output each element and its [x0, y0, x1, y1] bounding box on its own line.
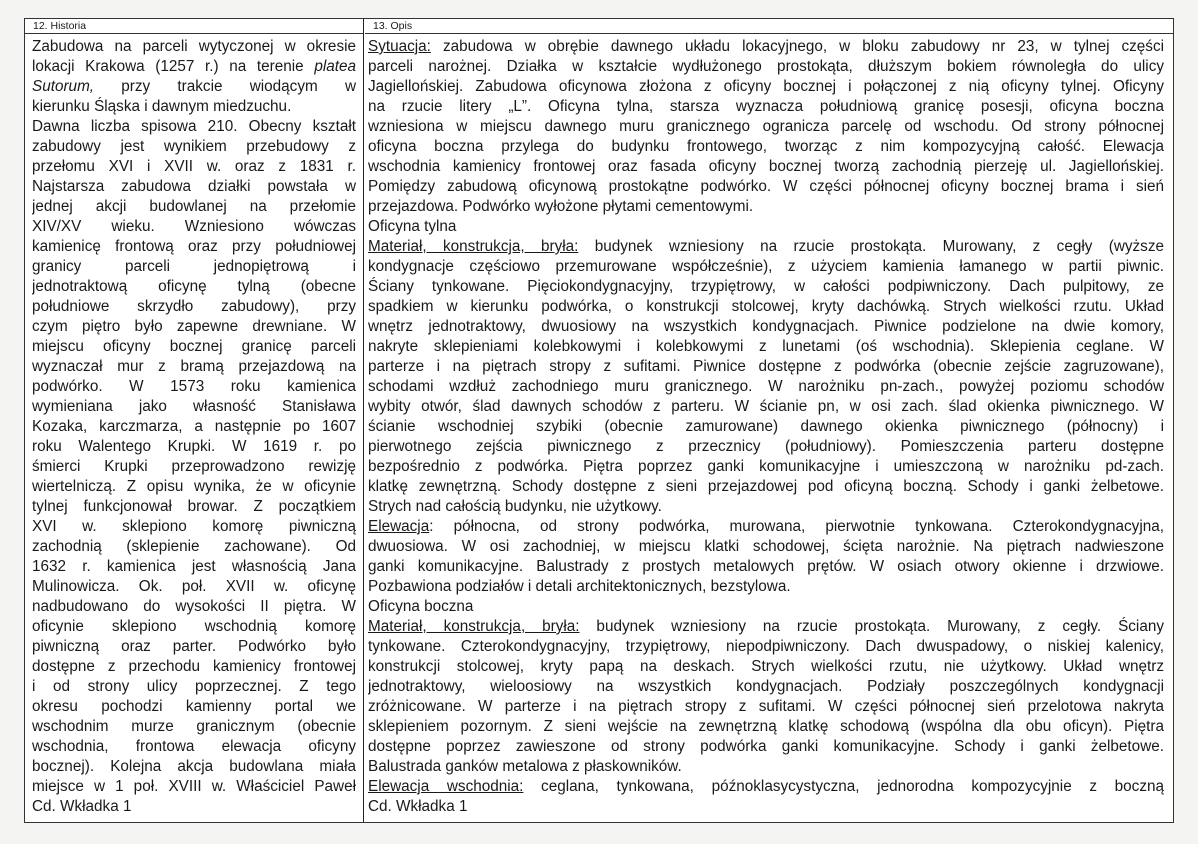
- text-run: dwuosiowa. W osi zachodniej, w miejscu klatki schodowej, ścięta narożnie. Na piętrach nadwieszone: [368, 538, 1164, 555]
- italic-term: platea: [314, 58, 356, 75]
- text-run: wschodnia kamienicy frontowej oraz fasada oficyny bocznej tworzą zachodnią pierzeję ul. Jagiellońskiej.: [368, 158, 1164, 175]
- text-run: Strych nad całością budynku, nie użytkowy.: [368, 498, 662, 515]
- text-run: Cd. Wkładka 1: [368, 798, 468, 815]
- description-line: [368, 777, 1164, 797]
- text-run: południowe skrzydło zabudowy), przy: [32, 298, 356, 315]
- text-run: wymieniana jako własność Stanisława: [32, 398, 356, 415]
- history-line: [32, 137, 356, 157]
- text-run: dostępne poprzez zawieszone od strony podwórka ganki komunikacyjne. Schody i ganki żelbetowe.: [368, 738, 1164, 755]
- text-run: kondygnacje częściowo przemurowane współcześnie), z użyciem kamienia łamanego w partii piwnic.: [368, 258, 1164, 275]
- text-run: ceglana, tynkowana, późnoklasycystyczna, jednorodna kompozycyjnie z boczną: [523, 778, 1164, 795]
- text-run: spadkiem w kierunku podwórka, o konstrukcji stolcowej, kryty dachówką. Strych wielkości rzutu. Układ: [368, 298, 1164, 315]
- history-column: [25, 19, 364, 822]
- history-line: [32, 297, 356, 317]
- text-run: pierwotnego zejścia piwnicznego z przecznicy (południowy). Pomieszczenia parteru dostępne: [368, 438, 1164, 455]
- section-label: Materiał, konstrukcja, bryła:: [368, 618, 580, 635]
- description-line: [368, 417, 1164, 437]
- history-line: [32, 257, 356, 277]
- history-line: [32, 597, 356, 617]
- description-line: [368, 437, 1164, 457]
- history-line: [32, 437, 356, 457]
- history-line: [32, 777, 356, 797]
- description-line: [368, 497, 1164, 517]
- text-run: budynek wzniesiony na rzucie prostokąta. Murowany, z cegły. Ściany: [579, 618, 1164, 635]
- description-line: [368, 277, 1164, 297]
- text-run: oficyna boczna przylega do budynku frontowego, tworząc z nim kompozycyjną całość. Elewacja: [368, 138, 1164, 155]
- text-run: Balustrada ganków metalowa z płaskowników.: [368, 758, 682, 775]
- text-run: nadbudowano do wysokości II piętra. W: [32, 598, 356, 615]
- description-line: [368, 37, 1164, 57]
- text-run: jednotraktową oficynę tylną (obecne: [32, 278, 356, 295]
- description-line: [368, 577, 1164, 597]
- description-line: [368, 677, 1164, 697]
- section-label: Elewacja wschodnia:: [368, 778, 524, 795]
- text-run: Oficyna boczna: [368, 598, 474, 615]
- text-run: wzniesiona w miejscu dawnego muru granicznego ogranicza parcelę od wschodu. Od strony północnej: [368, 118, 1164, 135]
- text-run: piwniczną oraz parter. Podwórko było: [32, 638, 356, 655]
- history-line: [32, 657, 356, 677]
- history-line: [32, 237, 356, 257]
- section-label: Elewacja: [368, 518, 430, 535]
- description-line: [368, 717, 1164, 737]
- history-line: [32, 497, 356, 517]
- italic-term: Sutorum,: [32, 78, 95, 95]
- history-line: [32, 217, 356, 237]
- history-line: [32, 677, 356, 697]
- description-column: [365, 19, 1173, 822]
- text-run: bezpośrednio z podwórka. Piętra poprzez ganki komunikacyjne i umieszczoną w narożniku pd-zach.: [368, 458, 1164, 475]
- description-line: [368, 737, 1164, 757]
- text-run: ścianie wschodniej szybiki (obecnie zamurowane) dawnego okienka piwnicznego (północny) i: [368, 418, 1164, 435]
- history-line: [32, 357, 356, 377]
- text-run: parceli narożnej. Działka w kształcie wydłużonego prostokąta, dłuższym bokiem równoległa do ulicy: [368, 58, 1164, 75]
- history-line: [32, 557, 356, 577]
- text-run: Ściany tynkowane. Pięciokondygnacyjny, trzypiętrowy, w całości podpiwniczony. Dach pulpitowy, ze: [368, 278, 1164, 295]
- text-run: Oficyna tylna: [368, 218, 457, 235]
- text-run: wschodnim murze granicznym (obecnie: [32, 718, 356, 735]
- text-run: kamienicę frontową oraz przy południowej: [32, 238, 356, 255]
- text-run: Pozbawiona podziałów i detali architektonicznych, bezstylowa.: [368, 578, 791, 595]
- description-line: [368, 157, 1164, 177]
- history-line: [32, 717, 356, 737]
- history-line: [32, 397, 356, 417]
- document-sheet: [24, 18, 1174, 823]
- text-run: wnętrz jednotraktowy, dwuosiowy na wszystkich kondygnacjach. Piwnice podzielone na dwie komory,: [368, 318, 1164, 335]
- text-run: czym piętro było zapewne drewniane. W: [32, 318, 356, 335]
- text-run: parterze i na piętrach stropy z sufitami. Piwnice dostępne z podwórka (obecnie zejście zagruzowane),: [368, 358, 1164, 375]
- text-run: zróżnicowane. W parterze i na piętrach stropy z sufitami. W części północnej sień przelotowa nakryta: [368, 698, 1164, 715]
- text-run: granicy parceli jednopiętrową i: [32, 258, 356, 275]
- history-line: [32, 197, 356, 217]
- description-line: [368, 237, 1164, 257]
- text-run: konstrukcji stolcowej, kryty papą na deskach. Strych wielkości rzutu, nie użytkowy. Układ wnętrz: [368, 658, 1164, 675]
- description-line: [368, 757, 1164, 777]
- description-line: [368, 697, 1164, 717]
- description-line: [368, 537, 1164, 557]
- text-run: wyznaczał mur z bramą przejazdową na: [32, 358, 356, 375]
- section-label: Materiał, konstrukcja, bryła:: [368, 238, 579, 255]
- history-line: [32, 477, 356, 497]
- text-run: Jagiellońskiej. Zabudowa oficynowa złożona z oficyny bocznej i połączonej z nią oficyny tylnej. Oficyny: [368, 78, 1164, 95]
- description-line: [368, 197, 1164, 217]
- text-run: jednej akcji budowlanej na przełomie: [32, 198, 356, 215]
- text-run: podwórko. W 1573 roku kamienica: [32, 378, 356, 395]
- description-header: 13. Opis: [365, 19, 1173, 34]
- description-line: [368, 517, 1164, 537]
- text-run: miejscu oficyny bocznej granicę parceli: [32, 338, 356, 355]
- history-line: [32, 277, 356, 297]
- description-line: [368, 457, 1164, 477]
- text-run: roku Walentego Krupki. W 1619 r. po: [32, 438, 356, 455]
- description-line: [368, 77, 1164, 97]
- description-line: [368, 317, 1164, 337]
- history-line: [32, 537, 356, 557]
- text-run: XVI w. sklepiono komorę piwniczną: [32, 518, 356, 535]
- text-run: wschodnia, frontowa elewacja oficyny: [32, 738, 356, 755]
- description-line: [368, 117, 1164, 137]
- text-run: : północna, od strony podwórka, murowana, pierwotnie tynkowana. Czterokondygnacyjna,: [429, 518, 1164, 535]
- history-line: [32, 117, 356, 137]
- description-line: [368, 557, 1164, 577]
- description-line: [368, 617, 1164, 637]
- history-text: [25, 34, 363, 817]
- text-run: Cd. Wkładka 1: [32, 798, 132, 815]
- history-line: [32, 97, 356, 117]
- history-line: [32, 77, 356, 97]
- history-line: [32, 457, 356, 477]
- history-line: [32, 577, 356, 597]
- history-line: [32, 757, 356, 777]
- history-line: [32, 57, 356, 77]
- text-run: wiertelniczą. Z opisu wynika, że w oficynie: [32, 478, 356, 495]
- history-line: [32, 797, 356, 817]
- text-run: dostępne z przechodu kamienicy frontowej: [32, 658, 356, 675]
- text-run: i od strony ulicy poprzecznej. Z tego: [32, 678, 356, 695]
- text-run: sklepieniem pozornym. Z sieni wejście na zewnętrzną klatkę schodową (wspólna dla obu oficyn). Piętra: [368, 718, 1164, 735]
- text-run: 1632 r. kamienica jest własnością Jana: [32, 558, 356, 575]
- text-run: Najstarsza zabudowa działki powstała w: [32, 178, 356, 195]
- text-run: przy trakcie wiodącym w: [94, 78, 356, 95]
- description-line: [368, 257, 1164, 277]
- description-line: [368, 797, 1164, 817]
- history-line: [32, 317, 356, 337]
- history-line: [32, 377, 356, 397]
- text-run: Dawna liczba spisowa 210. Obecny kształt: [32, 118, 356, 135]
- text-run: ganki komunikacyjne. Balustrady z prostych metalowych prętów. W osiach otwory okienne i drzwiowe.: [368, 558, 1164, 575]
- description-line: [368, 177, 1164, 197]
- history-header: 12. Historia: [25, 19, 363, 34]
- description-line: [368, 97, 1164, 117]
- history-line: [32, 417, 356, 437]
- text-run: zabudowy jest wynikiem przebudowy z: [32, 138, 356, 155]
- text-run: schodami wzdłuż zachodniego muru granicznego. W narożniku pn-zach., powyżej poziomu schodów: [368, 378, 1164, 395]
- history-line: [32, 737, 356, 757]
- history-line: [32, 177, 356, 197]
- text-run: kierunku Śląska i dawnym miedzuchu.: [32, 98, 292, 115]
- description-line: [368, 377, 1164, 397]
- text-run: Mulinowicza. Ok. poł. XVII w. oficynę: [32, 578, 356, 595]
- text-run: tylnej funkcjonował browar. Z początkiem: [32, 498, 356, 515]
- text-run: jednotraktowy, wieloosiowy na wszystkich kondygnacjach. Podziały poszczególnych kondygnacji: [368, 678, 1164, 695]
- description-line: [368, 217, 1164, 237]
- description-line: [368, 637, 1164, 657]
- text-run: przełomu XVI i XVII w. oraz z 1831 r.: [32, 158, 356, 175]
- description-line: [368, 597, 1164, 617]
- text-run: na rzucie litery „L”. Oficyna tylna, starsza wyznacza południową granicę posesji, oficyna boczna: [368, 98, 1164, 115]
- description-line: [368, 137, 1164, 157]
- text-run: XIV/XV wieku. Wzniesiono wówczas: [32, 218, 356, 235]
- text-run: klatkę zewnętrzną. Schody dostępne z sieni przejazdowej pod oficyną boczną. Schody i ganki żelbetowe.: [368, 478, 1164, 495]
- history-line: [32, 337, 356, 357]
- history-line: [32, 157, 356, 177]
- text-run: Pomiędzy zabudową oficynową prostokątne podwórko. W części północnej oficyny bocznej brama i sień: [368, 178, 1164, 195]
- text-run: wybity otwór, ślad dawnych schodów z parteru. W ścianie pn, w osi zach. ślad okienka piwnicznego. W: [368, 398, 1164, 415]
- description-line: [368, 397, 1164, 417]
- text-run: zachodnią (sklepienie zachowane). Od: [32, 538, 356, 555]
- description-line: [368, 657, 1164, 677]
- text-run: lokacji Krakowa (1257 r.) na terenie: [32, 58, 315, 75]
- history-line: [32, 517, 356, 537]
- description-line: [368, 57, 1164, 77]
- text-run: okresu pochodzi kamienny portal we: [32, 698, 356, 715]
- text-run: przejazdowa. Podwórko wyłożone płytami cementowymi.: [368, 198, 754, 215]
- text-run: zabudowa w obrębie dawnego układu lokacyjnego, w bloku zabudowy nr 23, w tylnej części: [430, 38, 1164, 55]
- description-line: [368, 357, 1164, 377]
- description-line: [368, 477, 1164, 497]
- text-run: bocznej). Kolejna akcja budowlana miała: [32, 758, 356, 775]
- text-run: oficynie sklepiono wschodnią komorę: [32, 618, 356, 635]
- text-run: śmierci Krupki przeprowadzono rewizję: [32, 458, 356, 475]
- description-text: [365, 34, 1173, 817]
- text-run: tynkowane. Czterokondygnacyjny, trzypiętrowy, niepodpiwniczony. Dach dwuspadowy, o niskiej kalenicy,: [368, 638, 1164, 655]
- history-line: [32, 617, 356, 637]
- text-run: Kozaka, karczmarza, a następnie po 1607: [32, 418, 356, 435]
- text-run: nakryte sklepieniami kolebkowymi i kolebkowymi z lunetami (oś wschodnia). Sklepienia ceglane. W: [368, 338, 1164, 355]
- history-line: [32, 697, 356, 717]
- text-run: Zabudowa na parceli wytyczonej w okresie: [32, 38, 356, 55]
- text-run: budynek wzniesiony na rzucie prostokąta. Murowany, z cegły (wyższe: [578, 238, 1164, 255]
- description-line: [368, 297, 1164, 317]
- section-label: Sytuacja:: [368, 38, 431, 55]
- description-line: [368, 337, 1164, 357]
- history-line: [32, 37, 356, 57]
- history-line: [32, 637, 356, 657]
- text-run: miejsce w 1 poł. XVIII w. Właściciel Paweł: [32, 778, 356, 795]
